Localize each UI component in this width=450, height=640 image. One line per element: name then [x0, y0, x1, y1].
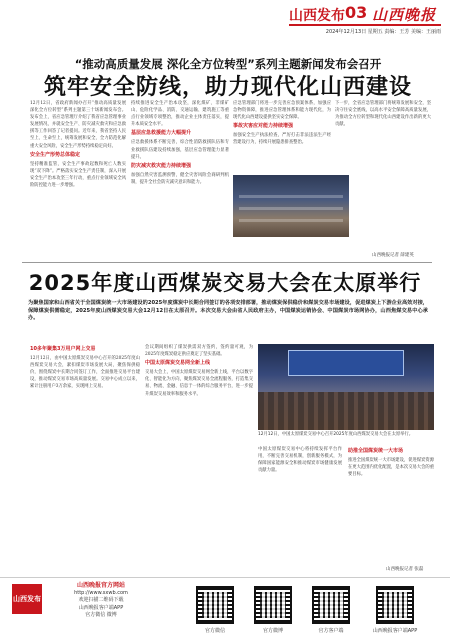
article1-column-1: 12月12日，省政府新闻办召开“推动高质量发展 深化全方位转型”系列主题第三十场新闻发布会。发布会上，省应急管理厅介绍了我省应急管理事业发展情况，并就安全生产、防灾减灾救灾和应急救援等工作回答了记者提问。近年来，我省坚持人民至上、生命至上，统筹发展和安全，全力防范化解重大安全风险，安全生产形势持续稳定向好。 安全生产形势总体稳定 坚持精准监管，安全生产事故起数和死亡人数实现“双下降”。严格落实安全生产责任制，深入开展安全生产治本攻坚三年行动，重点行业领域安全风险防控能力进一步增强。 [30, 101, 126, 189]
article1-subhead: 事故灾害应对能力持续增强 [233, 123, 294, 130]
footer-logo: 山西发布 [12, 584, 42, 614]
footer [0, 577, 450, 640]
article2-column-3: 中国太原煤炭交易中心将持续发挥平台作用，不断完善交易机制，创新服务模式，为保障国家能源安全和推动煤炭市场健康发展贡献力量。 [258, 447, 342, 474]
article1-column-2: 持续推进安全生产治本攻坚，深化煤矿、非煤矿山、危险化学品、消防、交通运输、建筑施工等重点行业领域专项整治，推动企业主体责任落实，提升本质安全水平。 基层应急救援能力大幅提升 应急救援体系不断完善，综合性消防救援队伍和专业救援队伍建设持续加强，基层应急管理能力显著提升。 防灾减灾救灾能力持续增强 加强自然灾害监测预警，健全灾害风险会商研判机制，提升全社会防灾减灾意识和能力。 [131, 101, 229, 185]
article2-headline: 2025年度山西煤炭交易大会在太原举行 [28, 271, 422, 295]
stage-screen [288, 350, 404, 376]
qr-label: 山西晚报客户端APP [372, 628, 418, 634]
masthead [0, 0, 450, 38]
website-link[interactable]: http://www.sxwb.com [74, 589, 128, 596]
masthead-rule [289, 24, 441, 26]
article1-subhead: 防灾减灾救灾能力持续增强 [131, 162, 192, 169]
article2-lead: 为聚焦国家和山西省关于全国煤炭统一大市场建设的2025年度煤炭中长期合同签订的各项安排部署，推动煤炭保供稳价和煤炭交易市场建设，促进煤炭上下游企业高效对接，保障煤炭供需稳定，2025年度山西煤炭交易大会12月12日在太原召开。本次交易大会由省人民政府主办，中国煤炭运销协会、中国煤炭市场网协办，山西焦煤交易中心承办。 [28, 300, 428, 322]
qr-code-app-icon[interactable] [376, 586, 414, 624]
qr-label: 官方客户端 [318, 628, 344, 634]
article2-photo-caption: 12月12日，中国太原煤炭交易中心召开2025年度山西煤炭交易大会在太原举行。 [258, 432, 414, 437]
article2-signoff: 山西晚报记者 张磊 [386, 567, 424, 572]
article2-column-2: 会议期间组织了煤炭供需双方签约，签约量可观，为2025年度煤炭稳定供应奠定了坚实基础。 中国太原煤炭交易网全新上线 交易大会上，中国太原煤炭交易网全新上线，平台以数字化、智能化为方向，聚焦煤炭交易全流程服务，打造集交易、物流、金融、信息于一体的综合服务平台，进一步提升煤炭交易效率和服务水平。 [145, 345, 253, 397]
article2-photo [258, 344, 434, 430]
qr-code-client-icon[interactable] [312, 586, 350, 624]
qr-label: 官方微博 [262, 628, 283, 634]
newspaper-logo: 山西晚报 [372, 6, 437, 24]
issue-meta: 2024年12月13日 星期五 责编：王芳 美编：王丽雨 [325, 29, 441, 35]
article1-kicker: “推动高质量发展 深化全方位转型”系列主题新闻发布会召开 [74, 57, 382, 71]
article2-column-4: 助推全国煤炭统一大市场 推进全国煤炭统一大市场建设，促进煤炭资源在更大范围内优化配置，是本次交易大会的重要目标。 [348, 448, 434, 478]
article2-subhead: 10多年聚集3万用户网上交易 [30, 346, 96, 352]
article1-signoff: 山西晚报记者 薛建英 [372, 253, 414, 258]
article1-subhead: 基层应急救援能力大幅提升 [131, 130, 192, 137]
footer-info: 山西晚报官方网站 http://www.sxwb.com 欢迎扫描二维码下载 山西晚报客户端APP 官方微信 微博 [46, 582, 156, 620]
article2-subhead: 助推全国煤炭统一大市场 [348, 448, 404, 454]
audience-seats [258, 392, 434, 430]
article2-column-1: 10多年聚集3万用户网上交易 12月12日，由中国太原煤炭交易中心召开的2025年度山西煤炭交易大会，紧扣煤炭市场发展大局，聚焦保供稳价，围绕煤炭中长期合同签订工作，全面推进交易平台建设，推动煤炭交易市场高质量发展。交易中心成立以来，累计注册用户3万余家，实现网上交易。 [30, 346, 140, 390]
section-divider [22, 262, 432, 263]
qr-code-weibo-icon[interactable] [254, 586, 292, 624]
page-number: 03 [345, 3, 368, 22]
article1-subhead: 安全生产形势总体稳定 [30, 151, 81, 158]
article2-subhead: 中国太原煤炭交易网全新上线 [145, 360, 211, 367]
article1-photo [233, 175, 349, 237]
article1-column-3: 应急管理部门将进一步完善应急预案体系，加强应急物资保障，推进应急管理体系和能力现代化，为现代化山西建设提供坚实安全保障。 事故灾害应对能力持续增强 加强安全生产执法检查，严厉打击非法违法生产经营建设行为，持续开展隐患排查整治。 [233, 101, 331, 146]
section-title: 山西发布 [289, 8, 345, 24]
qr-code-wechat-icon[interactable] [196, 586, 234, 624]
article1-headline: 筑牢安全防线，助力现代化山西建设 [43, 75, 412, 100]
qr-label: 官方微信 [204, 628, 225, 634]
article1-column-4: 下一步，全省应急管理部门将统筹发展和安全，坚决守住安全底线，以高水平安全保障高质量发展，为推动全方位转型和现代化山西建设作出新的更大贡献。 [335, 101, 431, 128]
